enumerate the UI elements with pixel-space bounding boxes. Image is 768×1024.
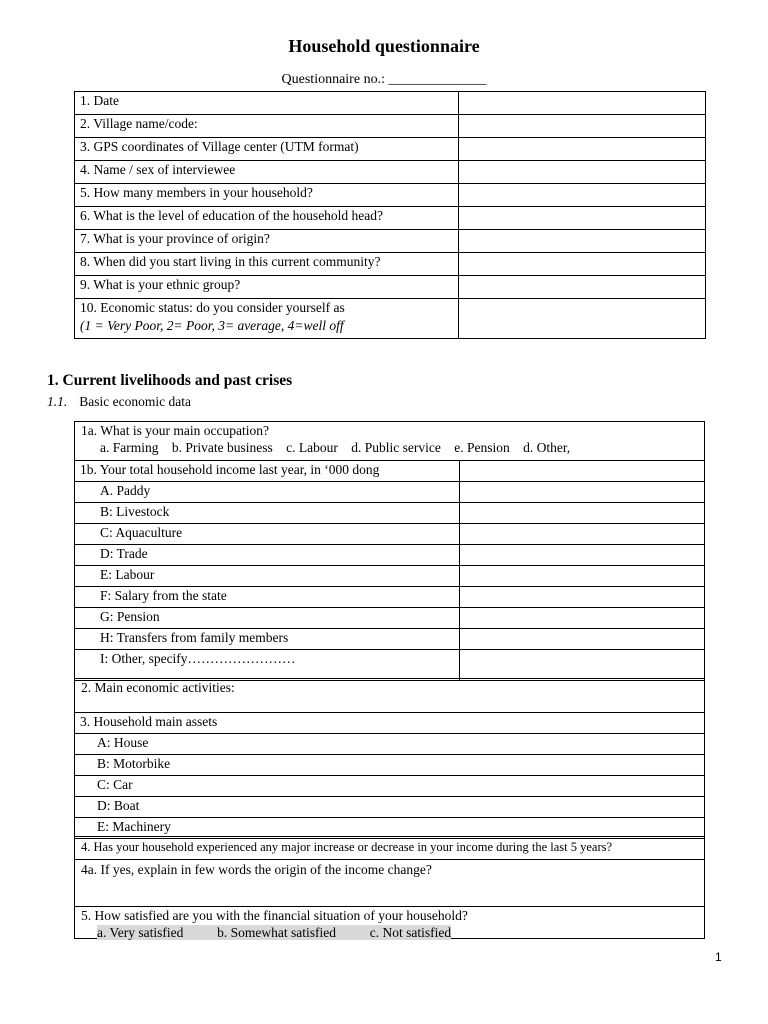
satisfaction-box[interactable] xyxy=(74,906,705,939)
answer-cell[interactable] xyxy=(460,608,705,629)
income-item: E: Labour xyxy=(75,566,460,587)
question-cell xyxy=(75,299,459,339)
table-row xyxy=(75,299,706,339)
page-number: 1 xyxy=(715,950,722,964)
answer-cell[interactable] xyxy=(460,545,705,566)
table-row xyxy=(75,650,705,681)
question-cell: 9. What is your ethnic group? xyxy=(75,276,459,299)
activities-question: 2. Main economic activities: xyxy=(81,680,235,695)
income-change-box[interactable] xyxy=(74,836,705,860)
asset-item[interactable]: E: Machinery xyxy=(75,818,705,839)
table-row xyxy=(75,115,706,138)
table-row xyxy=(75,230,706,253)
activities-box[interactable] xyxy=(74,678,705,713)
question-cell: 3. GPS coordinates of Village center (UTM format) xyxy=(75,138,459,161)
question-cell: 6. What is the level of education of the household head? xyxy=(75,207,459,230)
table-row xyxy=(75,797,705,818)
table-row xyxy=(75,92,706,115)
general-info-table xyxy=(74,91,706,339)
table-row xyxy=(75,503,705,524)
section-heading: 1. Current livelihoods and past crises xyxy=(47,372,293,389)
table-row xyxy=(75,608,705,629)
income-item: B: Livestock xyxy=(75,503,460,524)
occupation-question: 1a. What is your main occupation? xyxy=(81,423,269,438)
asset-item[interactable]: C: Car xyxy=(75,776,705,797)
assets-question: 3. Household main assets xyxy=(75,713,705,734)
economic-status-question: 10. Economic status: do you consider yourself as xyxy=(80,300,345,315)
economic-status-scale: (1 = Very Poor, 2= Poor, 3= average, 4=well off xyxy=(80,318,344,333)
asset-item[interactable]: D: Boat xyxy=(75,797,705,818)
question-cell: 7. What is your province of origin? xyxy=(75,230,459,253)
answer-cell[interactable] xyxy=(460,524,705,545)
table-row xyxy=(75,776,705,797)
income-item: H: Transfers from family members xyxy=(75,629,460,650)
subsection-heading xyxy=(47,394,191,410)
answer-cell[interactable] xyxy=(459,253,706,276)
question-cell: 4. Name / sex of interviewee xyxy=(75,161,459,184)
option[interactable]: e. Pension xyxy=(454,440,510,455)
table-row xyxy=(75,482,705,503)
option[interactable]: d. Public service xyxy=(351,440,441,455)
table-row xyxy=(75,755,705,776)
table-row xyxy=(75,545,705,566)
answer-cell[interactable] xyxy=(460,503,705,524)
answer-cell[interactable] xyxy=(459,299,706,339)
table-row xyxy=(75,184,706,207)
income-table xyxy=(74,460,705,681)
table-row xyxy=(75,253,706,276)
income-item: G: Pension xyxy=(75,608,460,629)
answer-cell[interactable] xyxy=(460,566,705,587)
answer-cell[interactable] xyxy=(459,276,706,299)
income-item: F: Salary from the state xyxy=(75,587,460,608)
answer-cell[interactable] xyxy=(459,184,706,207)
occupation-options xyxy=(75,439,704,456)
answer-cell[interactable] xyxy=(460,461,705,482)
question-cell: 2. Village name/code: xyxy=(75,115,459,138)
answer-cell[interactable] xyxy=(459,207,706,230)
option[interactable]: c. Labour xyxy=(286,440,338,455)
answer-cell[interactable] xyxy=(460,629,705,650)
page-title: Household questionnaire xyxy=(288,36,480,56)
table-row xyxy=(75,587,705,608)
answer-cell[interactable] xyxy=(459,92,706,115)
question-cell: 1. Date xyxy=(75,92,459,115)
question-cell: 5. How many members in your household? xyxy=(75,184,459,207)
option[interactable]: c. Not satisfied xyxy=(369,925,452,940)
answer-cell[interactable] xyxy=(460,587,705,608)
income-item: D: Trade xyxy=(75,545,460,566)
option[interactable]: d. Other, xyxy=(523,440,571,455)
table-row xyxy=(75,276,706,299)
option[interactable]: a. Very satisfied xyxy=(97,925,217,940)
questionnaire-number: Questionnaire no.: ______________ xyxy=(281,72,487,87)
table-row xyxy=(75,629,705,650)
table-row xyxy=(75,138,706,161)
satisfaction-question: 5. How satisfied are you with the financial situation of your household? xyxy=(81,908,468,923)
table-row xyxy=(75,524,705,545)
question-cell: 8. When did you start living in this current community? xyxy=(75,253,459,276)
table-row xyxy=(75,207,706,230)
subsection-title: Basic economic data xyxy=(79,394,191,409)
option[interactable]: b. Private business xyxy=(171,440,273,455)
answer-cell[interactable] xyxy=(459,138,706,161)
subsection-number: 1.1. xyxy=(47,394,68,409)
satisfaction-options xyxy=(75,924,704,941)
option[interactable]: b. Somewhat satisfied xyxy=(217,925,370,940)
table-row xyxy=(75,734,705,755)
answer-cell[interactable] xyxy=(459,161,706,184)
income-item: I: Other, specify…………………… xyxy=(75,650,460,681)
table-row xyxy=(75,713,705,734)
answer-cell[interactable] xyxy=(459,230,706,253)
answer-cell[interactable] xyxy=(460,650,705,681)
answer-cell[interactable] xyxy=(459,115,706,138)
occupation-box[interactable] xyxy=(74,421,705,461)
income-change-question: 4. Has your household experienced any major increase or decrease in your income during the last 5 years? xyxy=(81,840,613,854)
income-question: 1b. Your total household income last year, in ‘000 dong xyxy=(75,461,460,482)
option[interactable]: a. Farming xyxy=(100,440,159,455)
asset-item[interactable]: A: House xyxy=(75,734,705,755)
assets-table xyxy=(74,712,705,839)
table-row xyxy=(75,461,705,482)
asset-item[interactable]: B: Motorbike xyxy=(75,755,705,776)
income-change-origin-question: 4a. If yes, explain in few words the origin of the income change? xyxy=(81,862,432,877)
answer-cell[interactable] xyxy=(460,482,705,503)
table-row xyxy=(75,566,705,587)
income-item: C: Aquaculture xyxy=(75,524,460,545)
income-item: A. Paddy xyxy=(75,482,460,503)
table-row xyxy=(75,161,706,184)
income-change-explanation-box[interactable] xyxy=(74,859,705,907)
